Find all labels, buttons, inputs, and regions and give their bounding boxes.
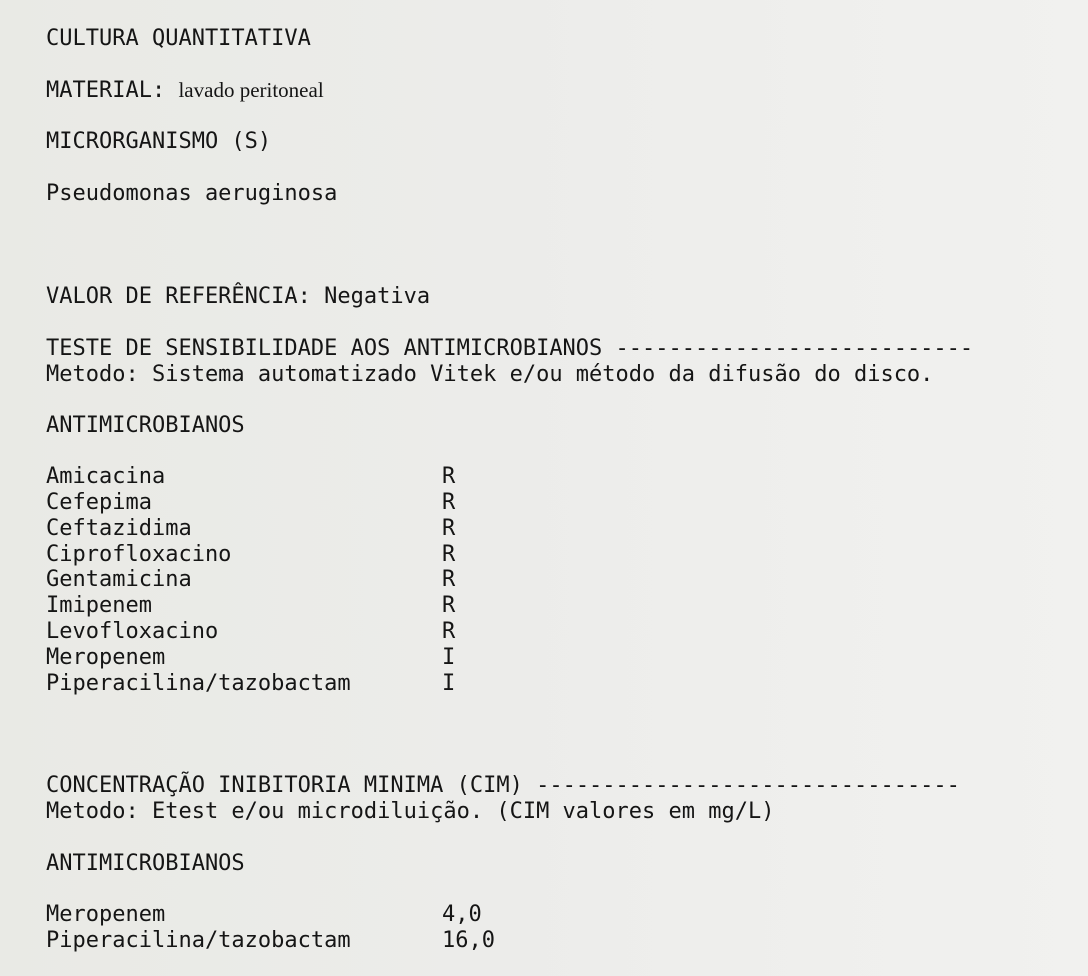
drug-name: Ceftazidima: [46, 516, 192, 541]
reference-value: VALOR DE REFERÊNCIA: Negativa: [46, 284, 431, 309]
drug-result: R: [442, 542, 456, 567]
mic-subheader: ANTIMICROBIANOS: [46, 851, 245, 876]
mic-header: CONCENTRAÇÃO INIBITORIA MINIMA (CIM): [46, 773, 523, 798]
drug-name: Amicacina: [46, 464, 166, 489]
table-row: [46, 516, 455, 542]
sensitivity-subheader: ANTIMICROBIANOS: [46, 413, 245, 438]
drug-name: Meropenem: [46, 902, 166, 927]
drug-result: R: [442, 593, 456, 618]
mic-method: Metodo: Etest e/ou microdiluição. (CIM valores em mg/L): [46, 799, 775, 824]
drug-name: Ciprofloxacino: [46, 542, 232, 567]
drug-result: R: [442, 464, 456, 489]
drug-name: Imipenem: [46, 593, 152, 618]
table-row: [46, 593, 455, 619]
table-row: [46, 928, 495, 954]
mic-divider: --------------------------------: [536, 773, 960, 798]
table-row: [46, 490, 455, 516]
drug-result: R: [442, 619, 456, 644]
sensitivity-header-line: [46, 336, 973, 362]
material-value: lavado peritoneal: [178, 78, 324, 102]
table-row: [46, 645, 455, 671]
table-row: [46, 902, 482, 928]
table-row: [46, 619, 455, 645]
drug-result: R: [442, 490, 456, 515]
mic-header-line: [46, 773, 960, 799]
sensitivity-divider: ---------------------------: [615, 336, 974, 361]
material-line: [46, 77, 324, 103]
drug-name: Levofloxacino: [46, 619, 219, 644]
drug-name: Cefepima: [46, 490, 152, 515]
mic-value: 16,0: [442, 928, 495, 953]
material-label: MATERIAL:: [46, 78, 166, 103]
drug-result: I: [442, 645, 456, 670]
drug-name: Meropenem: [46, 645, 166, 670]
sensitivity-header: TESTE DE SENSIBILIDADE AOS ANTIMICROBIANOS: [46, 336, 603, 361]
mic-value: 4,0: [442, 902, 482, 927]
sensitivity-method: Metodo: Sistema automatizado Vitek e/ou método da difusão do disco.: [46, 362, 934, 387]
table-row: [46, 542, 455, 568]
table-row: [46, 567, 455, 593]
drug-result: R: [442, 567, 456, 592]
report-title: CULTURA QUANTITATIVA: [46, 26, 311, 51]
microorganism-name: Pseudomonas aeruginosa: [46, 181, 338, 206]
drug-result: I: [442, 671, 456, 696]
table-row: [46, 464, 455, 490]
drug-name: Gentamicina: [46, 567, 192, 592]
table-row: [46, 671, 455, 697]
drug-name: Piperacilina/tazobactam: [46, 671, 351, 696]
drug-name: Piperacilina/tazobactam: [46, 928, 351, 953]
microorganism-header: MICRORGANISMO (S): [46, 129, 272, 154]
drug-result: R: [442, 516, 456, 541]
